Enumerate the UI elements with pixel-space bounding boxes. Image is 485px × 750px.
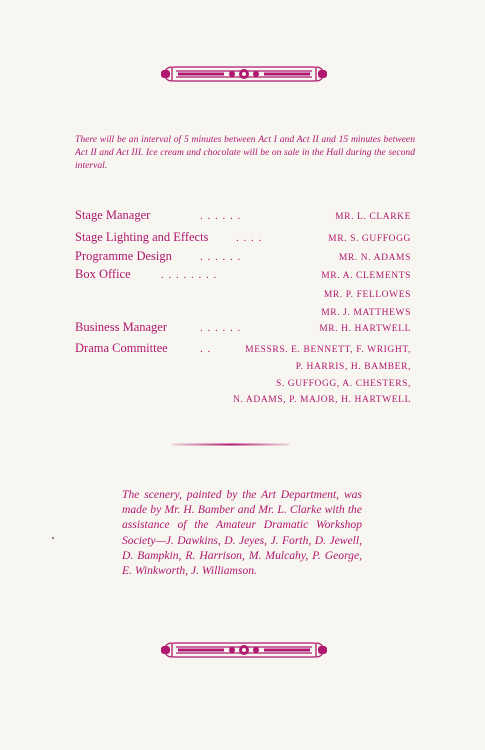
credit-role: Stage Manager — [75, 208, 151, 222]
credit-name: MR. A. CLEMENTS — [321, 271, 411, 281]
credit-name: MESSRS. E. BENNETT, F. WRIGHT, — [245, 345, 411, 355]
credit-role: Business Manager — [75, 320, 167, 334]
credit-role: Drama Committee — [75, 341, 168, 355]
credit-leader-dots: . . — [200, 343, 212, 355]
credit-leader-dots: . . . . . . — [200, 210, 242, 222]
scroll-ornament-top — [158, 64, 330, 84]
credit-name: S. GUFFOGG, A. CHESTERS, — [275, 379, 411, 389]
credit-name: MR. S. GUFFOGG — [328, 234, 411, 244]
credit-name: MR. N. ADAMS — [338, 253, 411, 263]
scenery-credits: The scenery, painted by the Art Department, was made by Mr. H. Bamber and Mr. L. Clarke with the assistance of the Amateur Dramatic Workshop Society—J. Dawkins, D. Jeyes, J. Forth, D. Jewell, D. Bampkin, R. Harrison, M. Mulcahy, P. George, E. Winkworth, J. Williamson. — [122, 488, 362, 578]
credit-leader-dots: . . . . . . — [200, 251, 242, 263]
scroll-ornament-bottom — [158, 640, 330, 660]
credit-role: Box Office — [75, 267, 131, 281]
credit-role: Programme Design — [75, 249, 172, 263]
divider-rule — [172, 443, 289, 446]
paper-speck — [52, 537, 54, 539]
credit-name: MR. J. MATTHEWS — [321, 308, 411, 318]
credit-name: MR. L. CLARKE — [335, 212, 411, 222]
credit-name: MR. P. FELLOWES — [323, 290, 411, 300]
credit-name: N. ADAMS, P. MAJOR, H. HARTWELL — [233, 395, 411, 405]
credit-leader-dots: . . . . — [236, 232, 263, 244]
credit-name: MR. H. HARTWELL — [319, 324, 411, 334]
credit-leader-dots: . . . . . . . . — [161, 269, 218, 281]
credit-name: P. HARRIS, H. BAMBER, — [295, 362, 411, 372]
credit-leader-dots: . . . . . . — [200, 322, 242, 334]
credit-role: Stage Lighting and Effects — [75, 230, 209, 244]
interval-notice: There will be an interval of 5 minutes between Act I and Act II and 15 minutes between Act II and Act III. Ice cream and chocolate will be on sale in the Hall during the second interval. — [75, 134, 415, 171]
